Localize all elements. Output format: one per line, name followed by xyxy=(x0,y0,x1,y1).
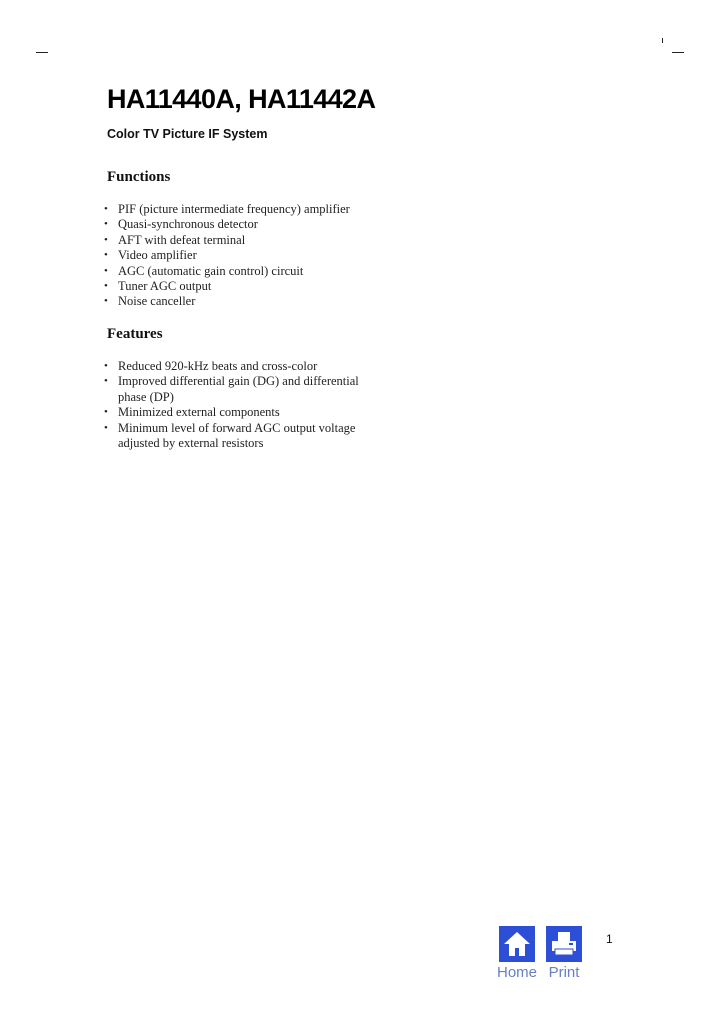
functions-heading: Functions xyxy=(107,169,171,185)
printer-icon[interactable] xyxy=(546,926,582,962)
features-list xyxy=(104,359,364,451)
home-icon[interactable] xyxy=(499,926,535,962)
crop-mark-left xyxy=(36,52,48,53)
list-item: • Minimum level of forward AGC output voltage adjusted by external resistors xyxy=(104,421,364,452)
print-label[interactable]: Print xyxy=(548,964,580,981)
list-item: • Quasi-synchronous detector xyxy=(104,217,364,232)
list-item: • Video amplifier xyxy=(104,248,364,263)
list-item: • Tuner AGC output xyxy=(104,279,364,294)
list-item: • Improved differential gain (DG) and differential phase (DP) xyxy=(104,374,364,405)
print-button[interactable] xyxy=(544,926,584,981)
list-item: • AGC (automatic gain control) circuit xyxy=(104,264,364,279)
home-button[interactable] xyxy=(497,926,537,981)
document-subtitle: Color TV Picture IF System xyxy=(107,127,268,141)
list-item: • AFT with defeat terminal xyxy=(104,233,364,248)
list-item: • Noise canceller xyxy=(104,294,364,309)
features-heading: Features xyxy=(107,326,163,342)
crop-mark-right xyxy=(672,52,684,53)
list-item: • PIF (picture intermediate frequency) amplifier xyxy=(104,202,364,217)
document-title: HA11440A, HA11442A xyxy=(107,84,376,114)
list-item: • Minimized external components xyxy=(104,405,364,420)
list-item: • Reduced 920-kHz beats and cross-color xyxy=(104,359,364,374)
crop-mark-tick xyxy=(662,38,663,43)
home-label[interactable]: Home xyxy=(497,964,538,981)
page-number: 1 xyxy=(606,932,613,946)
functions-list xyxy=(104,202,364,310)
